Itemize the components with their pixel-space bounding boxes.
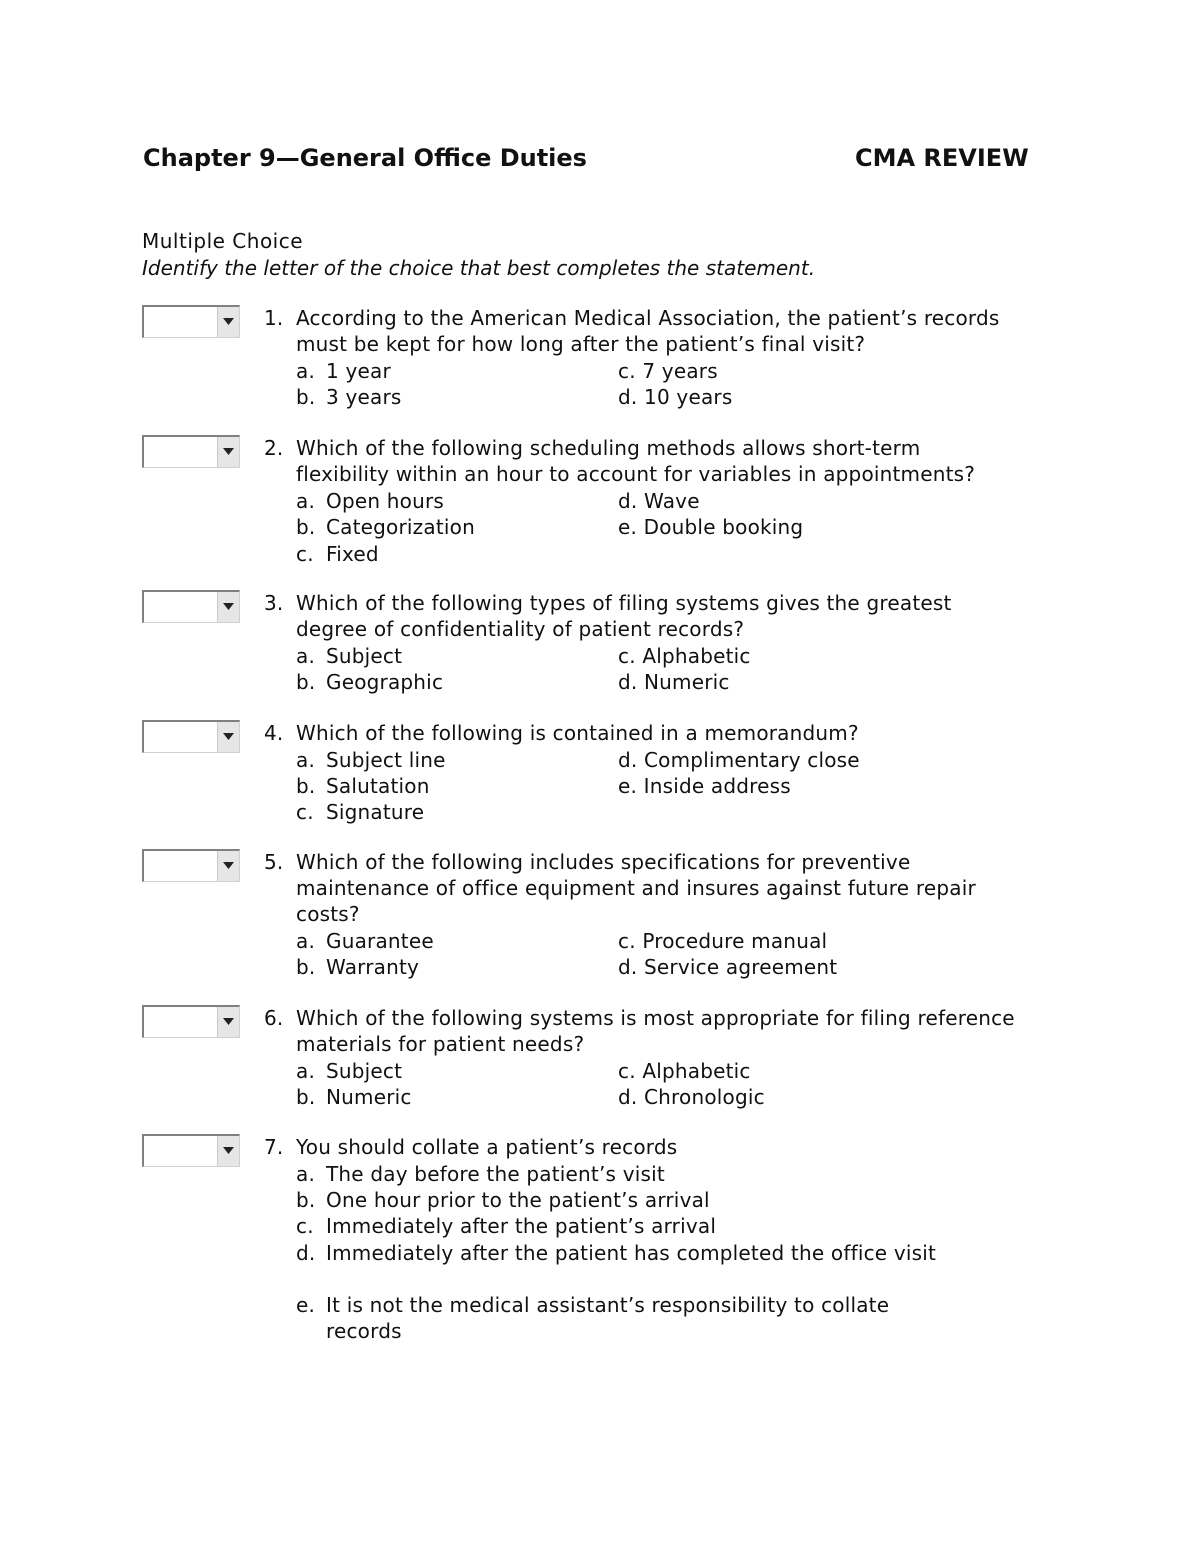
option-letter: d. (618, 748, 638, 772)
option-b (296, 773, 430, 799)
option-text: Fixed (326, 542, 379, 566)
option-d (618, 747, 860, 773)
option-d (618, 1084, 765, 1110)
option-b (296, 1084, 412, 1110)
question-number: 4. (264, 721, 284, 745)
option-c (618, 1058, 751, 1084)
option-letter: d. (618, 385, 638, 409)
stem-line: Which of the following scheduling methods allows short-term (296, 436, 921, 460)
option-text: Alphabetic (642, 644, 751, 668)
option-c (618, 358, 718, 384)
option-text: Complimentary close (644, 748, 860, 772)
option-a (296, 488, 444, 514)
section-title: Multiple Choice (142, 229, 304, 253)
option-a (296, 358, 391, 384)
option-b (296, 384, 402, 410)
dropdown-button[interactable] (217, 1007, 239, 1037)
option-text: Immediately after the patient’s arrival (326, 1214, 717, 1238)
option-letter: c. (618, 929, 636, 953)
option-e (618, 773, 791, 799)
dropdown-button[interactable] (217, 851, 239, 881)
option-text: 10 years (644, 385, 733, 409)
option-letter: b. (296, 1188, 316, 1212)
option-text: Signature (326, 800, 425, 824)
question-number: 6. (264, 1006, 284, 1030)
option-e (618, 514, 803, 540)
chevron-down-icon (223, 318, 234, 325)
option-text: 7 years (642, 359, 718, 383)
option-text: Guarantee (326, 929, 434, 953)
option-text: It is not the medical assistant’s responsibility to collate records (326, 1293, 890, 1343)
option-text: Inside address (643, 774, 791, 798)
option-b (296, 1187, 946, 1213)
stem-line: According to the American Medical Association, the patient’s records (296, 306, 1000, 330)
question-number: 1. (264, 306, 284, 330)
option-b (296, 954, 419, 980)
option-text: Numeric (326, 1085, 412, 1109)
option-letter: d. (618, 955, 638, 979)
chevron-down-icon (223, 448, 234, 455)
option-a (296, 928, 434, 954)
question-stem (296, 1005, 1066, 1057)
option-text: Subject (326, 644, 403, 668)
stem-line: Which of the following types of filing systems gives the greatest (296, 591, 952, 615)
option-text: Warranty (326, 955, 420, 979)
chevron-down-icon (223, 1147, 234, 1154)
question-number: 7. (264, 1135, 284, 1159)
option-letter: b. (296, 1085, 316, 1109)
option-letter: a. (296, 748, 316, 772)
option-text: Numeric (644, 670, 730, 694)
option-letter: a. (296, 929, 316, 953)
stem-line: materials for patient needs? (296, 1032, 585, 1056)
chevron-down-icon (223, 733, 234, 740)
option-d (618, 954, 837, 980)
dropdown-button[interactable] (217, 437, 239, 467)
question-stem (296, 849, 1066, 927)
stem-line: Which of the following includes specifications for preventive (296, 850, 911, 874)
option-d (618, 384, 732, 410)
option-letter: b. (296, 515, 316, 539)
stem-line: maintenance of office equipment and insures against future repair (296, 876, 976, 900)
chevron-down-icon (223, 1018, 234, 1025)
answer-dropdown-7[interactable] (142, 1134, 240, 1167)
option-text: 3 years (326, 385, 402, 409)
option-letter: e. (618, 774, 638, 798)
stem-line: must be kept for how long after the patient’s final visit? (296, 332, 866, 356)
answer-dropdown-1[interactable] (142, 305, 240, 338)
option-text: Salutation (326, 774, 430, 798)
option-letter: a. (296, 489, 316, 513)
option-letter: c. (296, 800, 314, 824)
option-text: Categorization (326, 515, 475, 539)
option-c (296, 1213, 946, 1239)
stem-line: Which of the following is contained in a memorandum? (296, 721, 859, 745)
option-c (296, 799, 424, 825)
option-text: Double booking (643, 515, 804, 539)
question-stem (296, 1134, 1066, 1160)
option-c (618, 643, 751, 669)
option-letter: a. (296, 1162, 316, 1186)
answer-dropdown-6[interactable] (142, 1005, 240, 1038)
option-letter: b. (296, 670, 316, 694)
dropdown-button[interactable] (217, 307, 239, 337)
option-letter: b. (296, 955, 316, 979)
question-stem (296, 590, 1066, 642)
option-letter: a. (296, 1059, 316, 1083)
dropdown-button[interactable] (217, 722, 239, 752)
option-text: Subject (326, 1059, 403, 1083)
answer-dropdown-4[interactable] (142, 720, 240, 753)
stem-line: Which of the following systems is most appropriate for filing reference (296, 1006, 1015, 1030)
option-a (296, 643, 402, 669)
question-number: 5. (264, 850, 284, 874)
answer-dropdown-5[interactable] (142, 849, 240, 882)
option-letter: d. (296, 1241, 316, 1265)
option-a (296, 1058, 402, 1084)
option-letter: c. (618, 644, 636, 668)
option-letter: d. (618, 489, 638, 513)
option-text: Wave (644, 489, 700, 513)
option-text: Alphabetic (642, 1059, 751, 1083)
option-letter: c. (618, 1059, 636, 1083)
stem-line: costs? (296, 902, 360, 926)
option-letter: a. (296, 359, 316, 383)
stem-line: degree of confidentiality of patient records? (296, 617, 745, 641)
option-letter: d. (618, 670, 638, 694)
option-letter: c. (618, 359, 636, 383)
option-text: Open hours (326, 489, 445, 513)
option-text: Immediately after the patient has completed the office visit (326, 1241, 937, 1265)
option-text: The day before the patient’s visit (326, 1162, 665, 1186)
answer-dropdown-3[interactable] (142, 590, 240, 623)
header-right-label: CMA REVIEW (855, 144, 1029, 172)
chapter-title: Chapter 9—General Office Duties (143, 144, 587, 172)
answer-dropdown-2[interactable] (142, 435, 240, 468)
option-letter: b. (296, 385, 316, 409)
option-text: 1 year (326, 359, 391, 383)
question-stem (296, 720, 1066, 746)
option-letter: e. (618, 515, 638, 539)
stem-line: You should collate a patient’s records (296, 1135, 678, 1159)
option-a (296, 1161, 946, 1187)
option-letter: b. (296, 774, 316, 798)
question-stem (296, 305, 1066, 357)
option-text: Service agreement (644, 955, 838, 979)
option-text: Geographic (326, 670, 444, 694)
option-c (296, 541, 379, 567)
option-d (618, 669, 730, 695)
option-text: Procedure manual (642, 929, 828, 953)
chevron-down-icon (223, 603, 234, 610)
dropdown-button[interactable] (217, 592, 239, 622)
option-e (296, 1292, 946, 1344)
question-stem (296, 435, 1066, 487)
section-instructions: Identify the letter of the choice that best completes the statement. (142, 256, 816, 280)
option-letter: d. (618, 1085, 638, 1109)
stem-line: flexibility within an hour to account for variables in appointments? (296, 462, 976, 486)
option-a (296, 747, 446, 773)
option-text: Chronologic (644, 1085, 765, 1109)
option-text: Subject line (326, 748, 446, 772)
option-letter: c. (296, 542, 314, 566)
option-letter: c. (296, 1214, 314, 1238)
chevron-down-icon (223, 862, 234, 869)
option-text: One hour prior to the patient’s arrival (326, 1188, 710, 1212)
dropdown-button[interactable] (217, 1136, 239, 1166)
option-d (618, 488, 700, 514)
option-b (296, 669, 443, 695)
option-c (618, 928, 827, 954)
option-letter: e. (296, 1293, 316, 1317)
option-letter: a. (296, 644, 316, 668)
question-number: 2. (264, 436, 284, 460)
option-d (296, 1240, 946, 1266)
option-b (296, 514, 475, 540)
question-number: 3. (264, 591, 284, 615)
